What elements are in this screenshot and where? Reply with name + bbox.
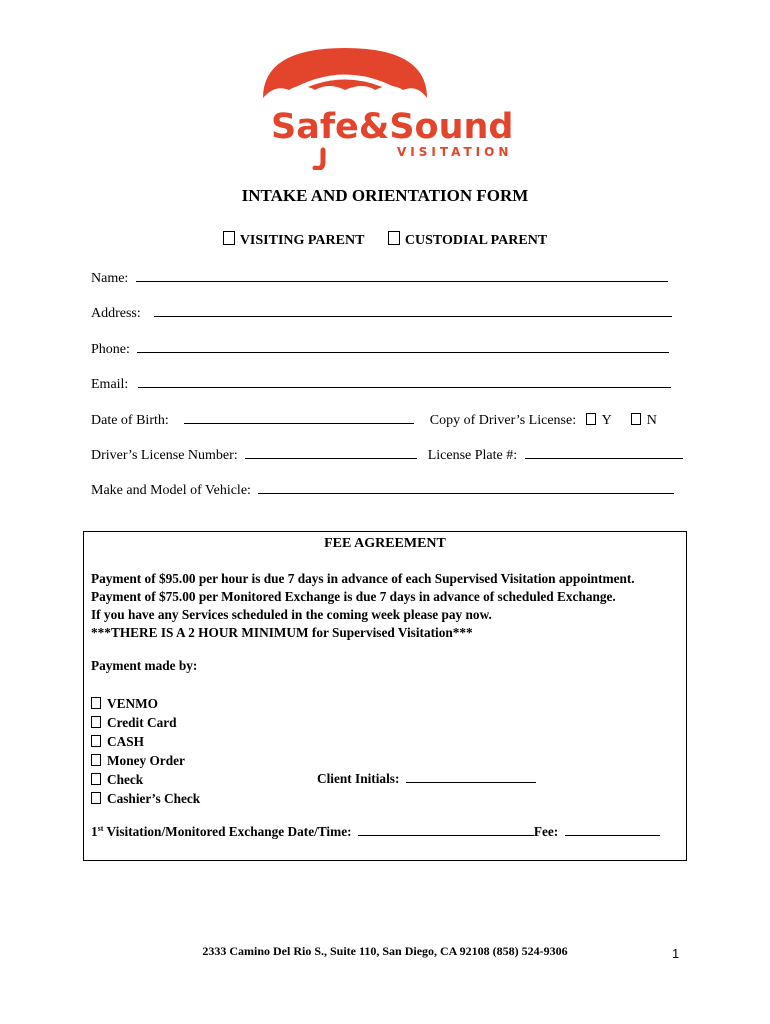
- payment-method-item[interactable]: [91, 789, 200, 808]
- logo-sub-text: VISITATION: [397, 145, 513, 159]
- plate-label: License Plate #:: [427, 448, 518, 463]
- client-initials-label: Client Initials:: [317, 771, 400, 786]
- visit-date-line[interactable]: [358, 822, 534, 836]
- custodial-parent-checkbox[interactable]: [388, 231, 400, 245]
- address-field-row: [91, 303, 672, 322]
- name-line[interactable]: [136, 268, 668, 282]
- payment-method-label: CASH: [107, 734, 144, 749]
- form-title: INTAKE AND ORIENTATION FORM: [241, 186, 529, 205]
- payment-method-label: Cashier’s Check: [107, 791, 201, 806]
- license-yes-checkbox[interactable]: [586, 413, 596, 425]
- payment-made-by-label: Payment made by:: [91, 658, 198, 673]
- payment-method-label: Check: [107, 772, 144, 787]
- visiting-parent-option[interactable]: [223, 231, 365, 249]
- parent-type-row: [0, 231, 770, 249]
- vehicle-label: Make and Model of Vehicle:: [91, 483, 251, 498]
- fee-terms: [91, 570, 635, 642]
- vehicle-row: [91, 480, 674, 499]
- logo-brand-text: Safe&Sound: [271, 107, 514, 147]
- fee-agreement-box: [83, 531, 687, 861]
- visit-label: Visitation/Monitored Exchange Date/Time:: [106, 824, 352, 839]
- payment-checkbox[interactable]: [91, 792, 101, 804]
- custodial-parent-option[interactable]: [388, 231, 547, 249]
- payment-checkbox[interactable]: [91, 735, 101, 747]
- payment-methods-list: [91, 694, 200, 808]
- license-yes-label: Y: [601, 413, 612, 428]
- address-label: Address:: [91, 306, 141, 321]
- license-yes-option[interactable]: [586, 413, 612, 428]
- safe-and-sound-logo: [245, 40, 530, 170]
- payment-method-label: VENMO: [107, 696, 158, 711]
- name-field-row: [91, 268, 668, 287]
- payment-method-item[interactable]: [91, 770, 200, 789]
- license-copy-label: Copy of Driver’s License:: [429, 413, 577, 428]
- client-initials-line[interactable]: [406, 769, 536, 783]
- vehicle-line[interactable]: [258, 480, 674, 494]
- dob-field-row: [91, 410, 657, 429]
- license-no-label: N: [646, 413, 657, 428]
- payment-method-item[interactable]: [91, 713, 200, 732]
- license-number-row: [91, 445, 683, 464]
- phone-line[interactable]: [137, 339, 669, 353]
- footer-address: 2333 Camino Del Rio S., Suite 110, San Diego, CA 92108 (858) 524-9306: [202, 944, 568, 958]
- custodial-parent-label: CUSTODIAL PARENT: [404, 233, 548, 248]
- license-number-label: Driver’s License Number:: [91, 448, 238, 463]
- visiting-parent-label: VISITING PARENT: [239, 233, 365, 248]
- payment-method-label: Money Order: [107, 753, 185, 768]
- dob-label: Date of Birth:: [91, 413, 169, 428]
- email-field-row: [91, 374, 671, 393]
- email-label: Email:: [91, 377, 129, 392]
- payment-method-item[interactable]: [91, 732, 200, 751]
- phone-label: Phone:: [91, 342, 130, 357]
- visit-ordinal-suffix: st: [97, 824, 104, 833]
- plate-line[interactable]: [525, 445, 683, 459]
- address-line[interactable]: [154, 303, 672, 317]
- license-no-option[interactable]: [631, 413, 657, 428]
- payment-method-item[interactable]: [91, 751, 200, 770]
- fee-amount-line[interactable]: [565, 822, 660, 836]
- visiting-parent-checkbox[interactable]: [223, 231, 235, 245]
- payment-method-item[interactable]: [91, 694, 200, 713]
- payment-method-label: Credit Card: [107, 715, 177, 730]
- payment-checkbox[interactable]: [91, 697, 101, 709]
- payment-checkbox[interactable]: [91, 773, 101, 785]
- license-no-checkbox[interactable]: [631, 413, 641, 425]
- license-number-line[interactable]: [245, 445, 417, 459]
- email-line[interactable]: [138, 374, 671, 388]
- fee-term-line: If you have any Services scheduled in the coming week please pay now.: [91, 607, 492, 622]
- phone-field-row: [91, 339, 669, 358]
- fee-term-line: ***THERE IS A 2 HOUR MINIMUM for Supervised Visitation***: [91, 625, 473, 640]
- first-visit-row: [91, 822, 660, 840]
- fee-term-line: Payment of $95.00 per hour is due 7 days in advance of each Supervised Visitation appointment.: [91, 571, 635, 586]
- dob-line[interactable]: [184, 410, 414, 424]
- fee-agreement-title: FEE AGREEMENT: [324, 536, 446, 551]
- payment-checkbox[interactable]: [91, 754, 101, 766]
- client-initials-row: [317, 769, 536, 787]
- visit-ordinal: 1: [91, 824, 98, 839]
- fee-label: Fee:: [533, 824, 559, 839]
- fee-term-line: Payment of $75.00 per Monitored Exchange is due 7 days in advance of scheduled Exchange.: [91, 589, 616, 604]
- name-label: Name:: [91, 271, 129, 286]
- payment-checkbox[interactable]: [91, 716, 101, 728]
- page-number: 1: [672, 946, 680, 961]
